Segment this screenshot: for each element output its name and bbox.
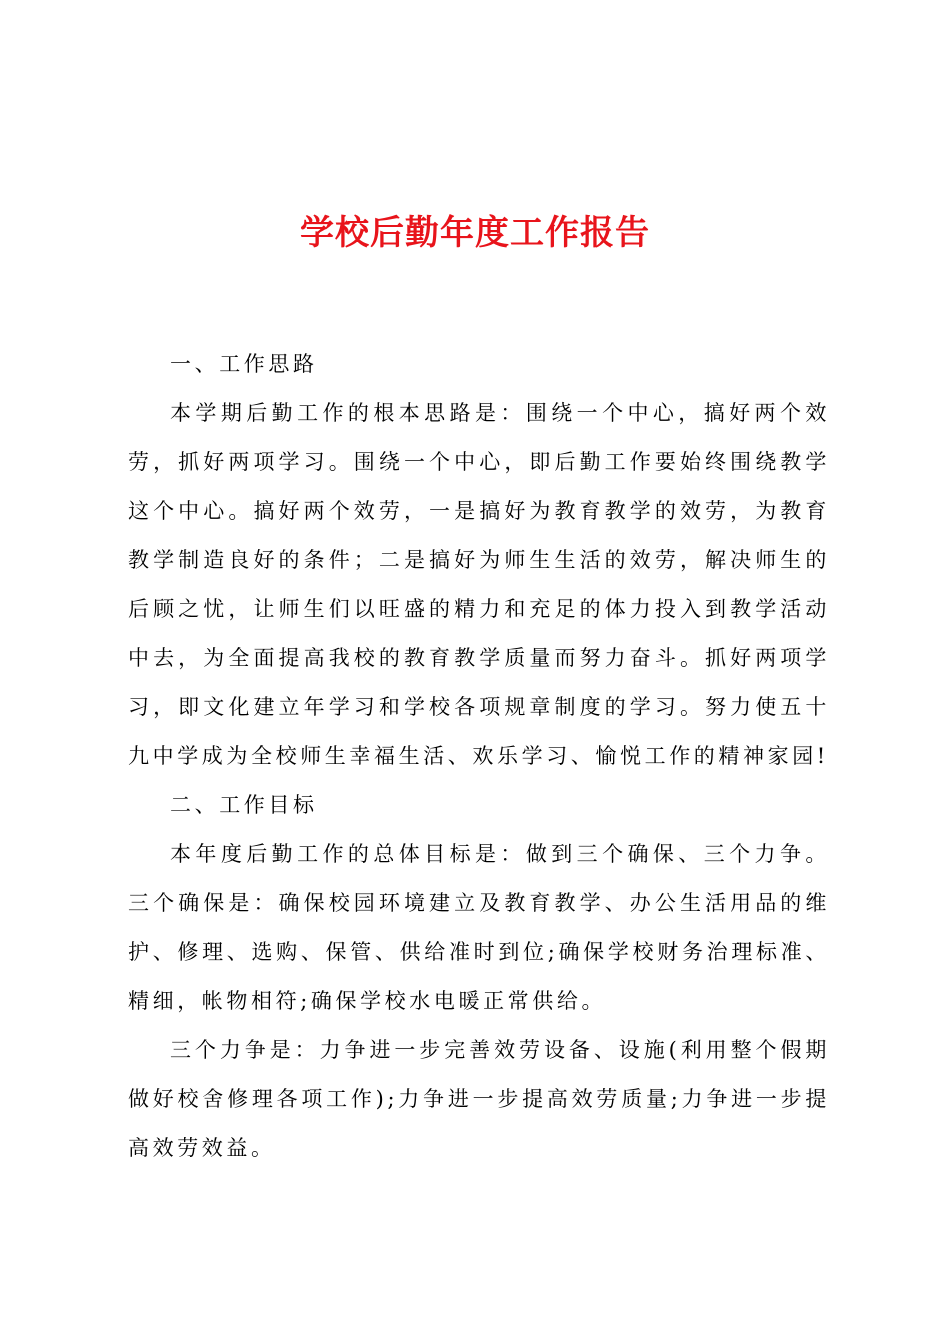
document-body [128, 340, 830, 1173]
paragraph-work-approach: 本学期后勤工作的根本思路是：围绕一个中心，搞好两个效劳，抓好两项学习。围绕一个中心，即后勤工作要始终围绕教学这个中心。搞好两个效劳，一是搞好为教育教学的效劳，为教育教学制造良好的条件；二是搞好为师生生活的效劳，解决师生的后顾之忧，让师生们以旺盛的精力和充足的体力投入到教学活动中去，为全面提高我校的教育教学质量而努力奋斗。抓好两项学习，即文化建立年学习和学校各项规章制度的学习。努力使五十九中学成为全校师生幸福生活、欢乐学习、愉悦工作的精神家园! [128, 401, 830, 768]
section-heading-work-goals: 二、工作目标 [170, 793, 318, 817]
paragraph-three-strives: 三个力争是：力争进一步完善效劳设备、设施(利用整个假期做好校舍修理各项工作);力争进一步提高效劳质量;力争进一步提高效劳效益。 [128, 1038, 830, 1160]
document-title: 学校后勤年度工作报告 [300, 213, 650, 253]
paragraph-work-goals: 本年度后勤工作的总体目标是：做到三个确保、三个力争。三个确保是：确保校园环境建立及教育教学、办公生活用品的维护、修理、选购、保管、供给准时到位;确保学校财务治理标准、精细，帐物相符;确保学校水电暖正常供给。 [128, 842, 830, 1013]
section-heading-work-approach: 一、工作思路 [170, 352, 318, 376]
